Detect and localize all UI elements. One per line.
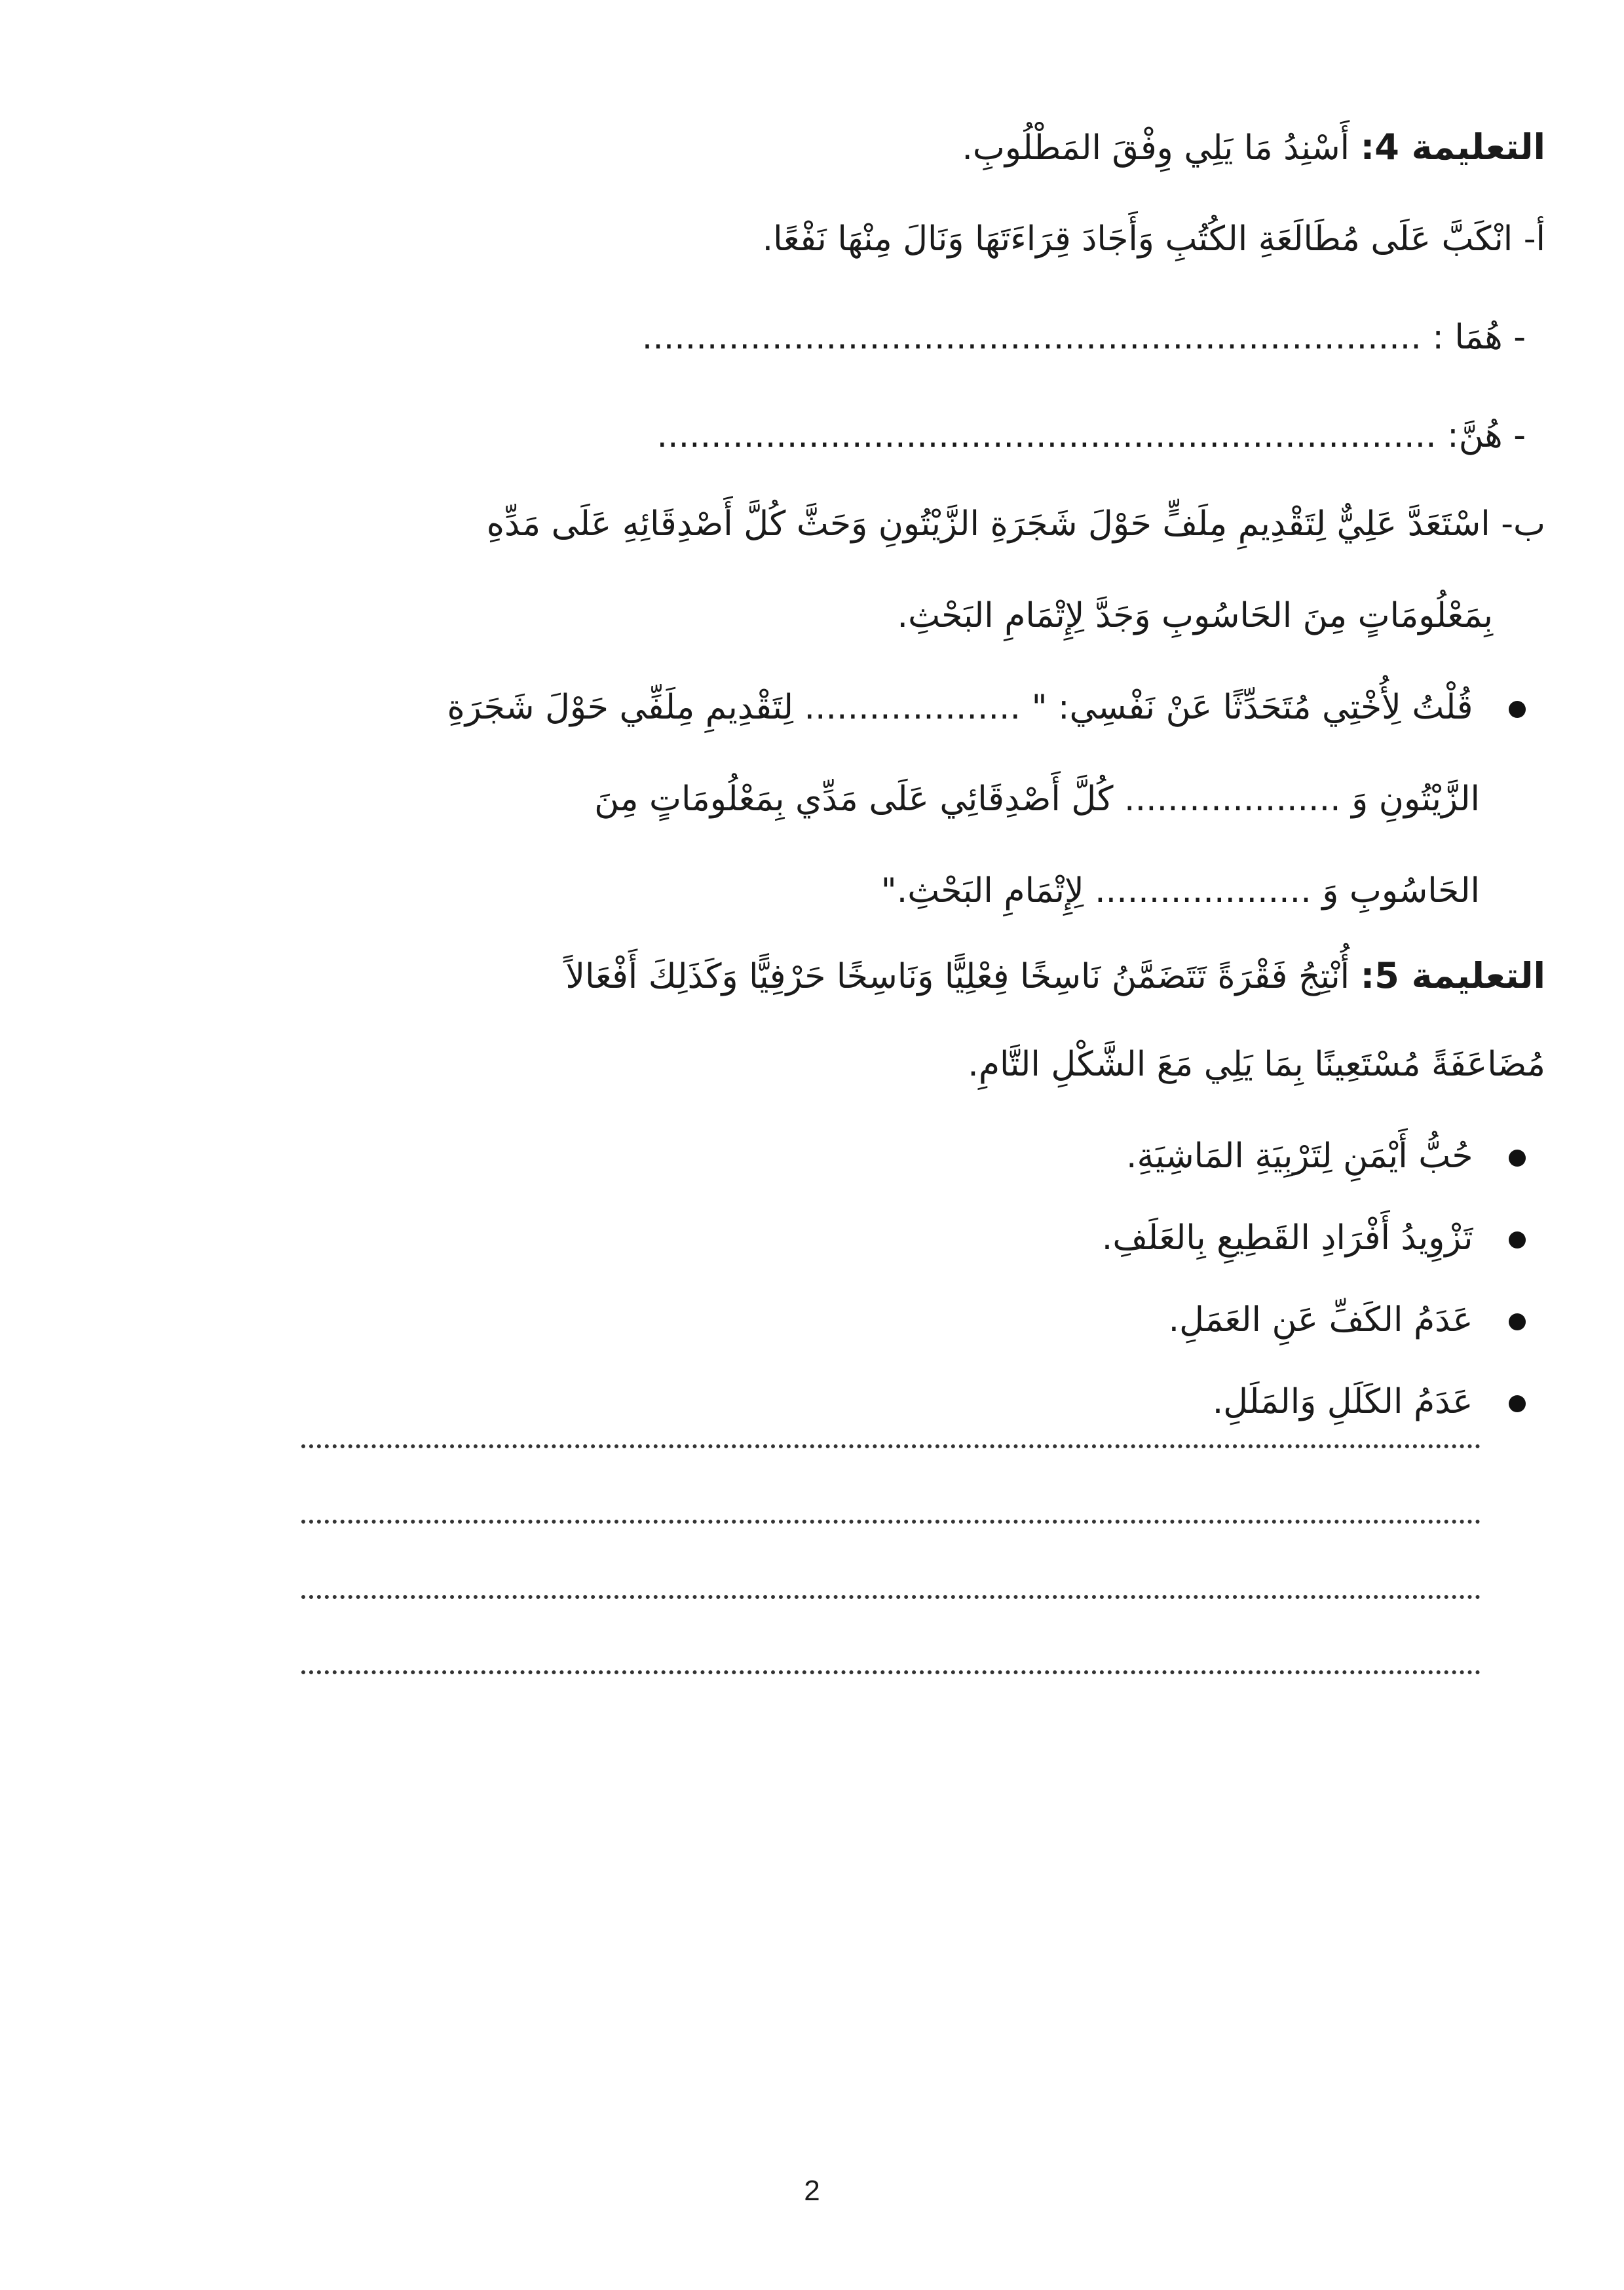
answer-huma: - هُمَا : ........................................................................ xyxy=(641,318,1526,357)
bullet-dot xyxy=(1509,1231,1526,1248)
instruction-5-text-1: أُنْتِجُ فَقْرَةً تَتَضَمَّنُ نَاسِخًا فِعْلِيًّا وَنَاسِخًا حَرْفِيًّا وَكَذَلِكَ أَفْعَالاً xyxy=(565,957,1350,996)
item-b-text-1: اسْتَعَدَّ عَلِيٌّ لِتَقْدِيمِ مِلَفٍّ حَوْلَ شَجَرَةِ الزَّيْتُونِ وَحَثَّ كُلَّ أَصْدِقَائِهِ عَلَى مَدِّهِ xyxy=(486,504,1490,544)
item-b-line-1 xyxy=(79,498,1545,550)
instruction-5-label: التعليمة 5: xyxy=(1360,955,1545,996)
list-item xyxy=(79,1376,1526,1428)
answer-writing-line[interactable] xyxy=(301,1444,1481,1448)
item-b-prefix: ب- xyxy=(1501,504,1545,544)
item-a-prefix: أ- xyxy=(1523,219,1545,259)
list-item xyxy=(79,1294,1526,1346)
answer-writing-line[interactable] xyxy=(301,1670,1481,1674)
bullet-fill-line-3: الحَاسُوبِ وَ .................... لِإِتْمَامِ البَحْثِ." xyxy=(880,871,1480,910)
instruction-5-line-2: مُضَاعَفَةً مُسْتَعِينًا بِمَا يَلِي مَعَ الشَّكْلِ التَّامِ. xyxy=(968,1045,1545,1084)
bullet-fill-text-1: قُلْتُ لِأُخْتِي مُتَحَدِّثًا عَنْ نَفْسِي: " .................... لِتَقْدِيمِ مِلَفِّي حَوْلَ شَجَرَةِ xyxy=(447,688,1473,727)
instruction-4-heading xyxy=(79,121,1545,174)
page-number: 2 xyxy=(804,2175,820,2207)
item-a xyxy=(79,213,1545,265)
bullet-fill-line-1 xyxy=(79,681,1526,734)
bullet-dot xyxy=(1509,701,1526,718)
list-item-text: تَزْوِيدُ أَفْرَادِ القَطِيعِ بِالعَلَفِ. xyxy=(1101,1218,1473,1258)
instruction-4-label: التعليمة 4: xyxy=(1360,126,1545,168)
bullet-dot xyxy=(1509,1150,1526,1167)
answer-writing-line[interactable] xyxy=(301,1595,1481,1599)
list-item xyxy=(79,1212,1526,1264)
instruction-4-text: أَسْنِدُ مَا يَلِي وِفْقَ المَطْلُوبِ. xyxy=(962,128,1350,168)
list-item-text: عَدَمُ الكَفِّ عَنِ العَمَلِ. xyxy=(1168,1300,1473,1340)
bullet-dot xyxy=(1509,1395,1526,1412)
list-item xyxy=(79,1130,1526,1182)
answer-hunna: - هُنَّ: ........................................................................ xyxy=(656,416,1526,455)
bullet-dot xyxy=(1509,1313,1526,1330)
list-item-text: حُبُّ أَيْمَنِ لِتَرْبِيَةِ المَاشِيَةِ. xyxy=(1125,1136,1473,1176)
list-item-text: عَدَمُ الكَلَلِ وَالمَلَلِ. xyxy=(1212,1382,1473,1421)
item-a-text: انْكَبَّ عَلَى مُطَالَعَةِ الكُتُبِ وَأَجَادَ قِرَاءَتَهَا وَنَالَ مِنْهَا نَفْعًا. xyxy=(762,219,1513,259)
bullet-fill-line-2: الزَّيْتُونِ وَ .................... كُلَّ أَصْدِقَائِي عَلَى مَدِّي بِمَعْلُومَاتٍ مِنَ xyxy=(594,779,1480,819)
instruction-5-heading xyxy=(79,950,1545,1003)
answer-writing-line[interactable] xyxy=(301,1520,1481,1524)
item-b-line-2: بِمَعْلُومَاتٍ مِنَ الحَاسُوبِ وَجَدَّ لِإِتْمَامِ البَحْثِ. xyxy=(897,596,1493,635)
